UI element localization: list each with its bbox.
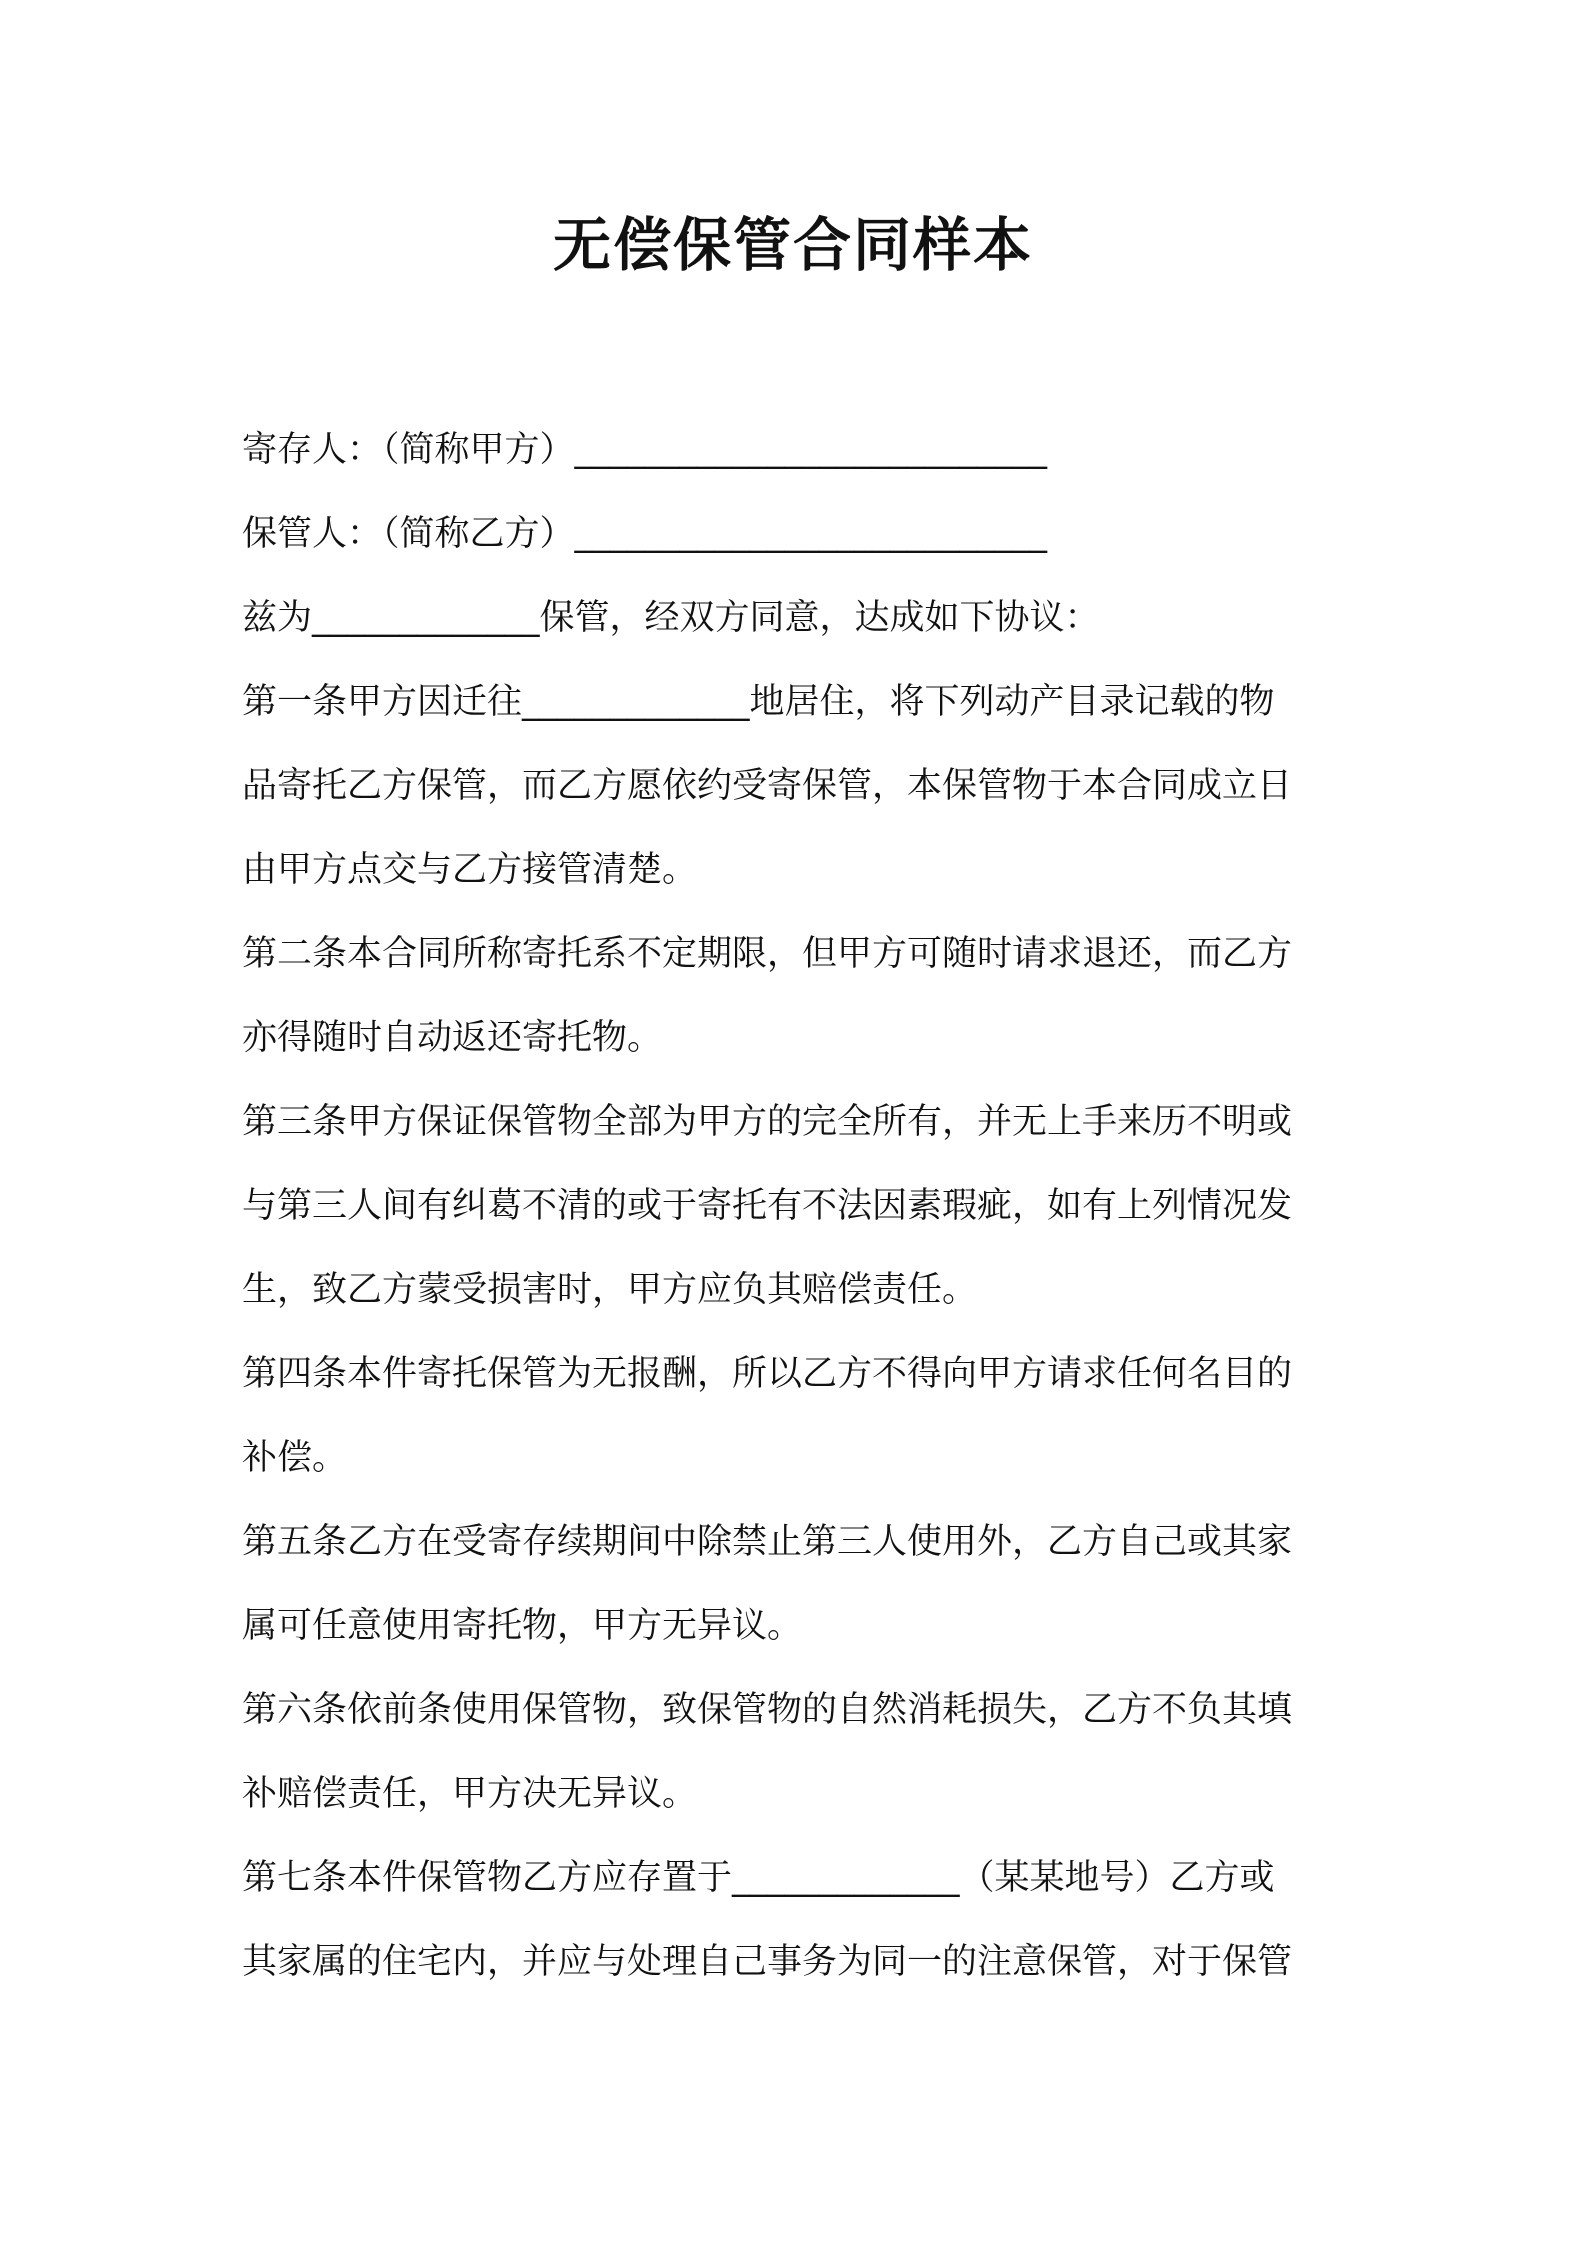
- document-body: [242, 408, 1352, 2004]
- clause-5-line-2: 属可任意使用寄托物，甲方无异议。: [242, 1606, 803, 1646]
- clause-2-line-1: 第二条本合同所称寄托系不定期限，但甲方可随时请求退还，而乙方: [242, 934, 1293, 974]
- clause-7-line-2: 其家属的住宅内，并应与处理自己事务为同一的注意保管，对于保管: [242, 1942, 1293, 1982]
- clause-6-line-1: 第六条依前条使用保管物，致保管物的自然消耗损失，乙方不负其填: [242, 1690, 1293, 1730]
- clause-3-line-3: 生，致乙方蒙受损害时，甲方应负其赔偿责任。: [242, 1270, 978, 1310]
- depositor-line: 寄存人：（简称甲方）___________________________: [242, 430, 1048, 470]
- clause-3-line-2: 与第三人间有纠葛不清的或于寄托有不法因素瑕疵，如有上列情况发: [242, 1186, 1293, 1226]
- clause-1-line-2: 品寄托乙方保管，而乙方愿依约受寄保管，本保管物于本合同成立日: [242, 766, 1293, 806]
- clause-2-line-2: 亦得随时自动返还寄托物。: [242, 1018, 663, 1058]
- clause-4-line-1: 第四条本件寄托保管为无报酬，所以乙方不得向甲方请求任何名目的: [242, 1354, 1293, 1394]
- document-title: 无偿保管合同样本: [552, 211, 1033, 279]
- custodian-line: 保管人：（简称乙方）___________________________: [242, 514, 1048, 554]
- clause-1-line-3: 由甲方点交与乙方接管清楚。: [242, 850, 698, 890]
- agreement-intro-line: 兹为_____________保管，经双方同意，达成如下协议：: [242, 598, 1100, 638]
- clause-4-line-2: 补偿。: [242, 1438, 348, 1478]
- clause-6-line-2: 补赔偿责任，甲方决无异议。: [242, 1774, 698, 1814]
- clause-3-line-1: 第三条甲方保证保管物全部为甲方的完全所有，并无上手来历不明或: [242, 1102, 1293, 1142]
- clause-5-line-1: 第五条乙方在受寄存续期间中除禁止第三人使用外，乙方自己或其家: [242, 1522, 1293, 1562]
- clause-1-line-1: 第一条甲方因迁往_____________地居住，将下列动产目录记载的物: [242, 682, 1275, 722]
- clause-7-line-1: 第七条本件保管物乙方应存置于_____________（某某地号）乙方或: [242, 1858, 1275, 1898]
